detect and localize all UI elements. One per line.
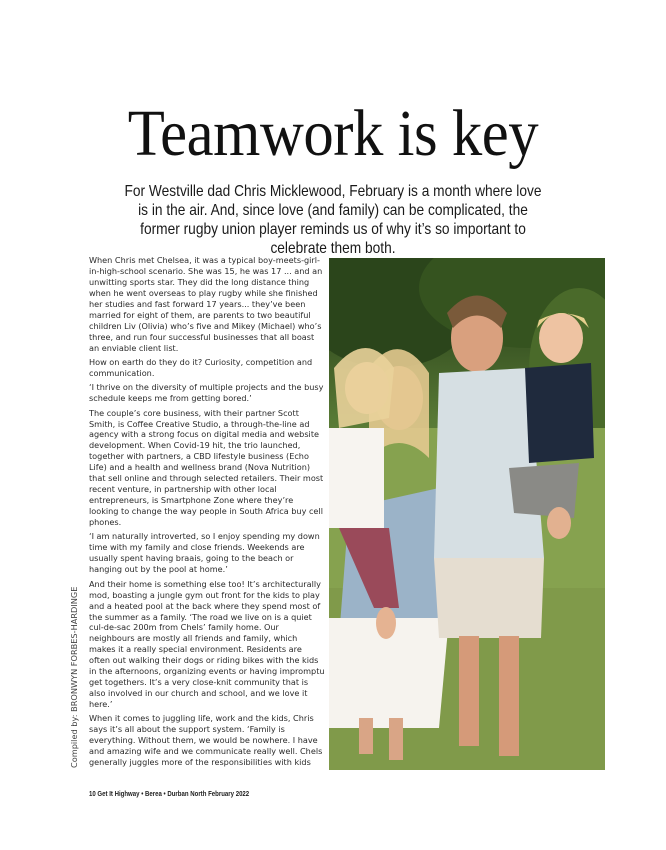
page-footer: 10 Get It Highway • Berea • Durban North February 2022: [89, 789, 250, 798]
family-photo: [329, 258, 605, 770]
article-body: [89, 255, 325, 772]
byline: Compiled by: BRONWYN FORBES-HARDINGE: [69, 586, 79, 768]
paragraph: When Chris met Chelsea, it was a typical boy-meets-girl-in-high-school scenario. She was 15, he was 17 ... and an unwitting sports star. They did the long distance thing when he went overseas to play rugby while she finished her studies and fast forward 17 years... they’ve been married for eight of them, are parents to two beautiful children Liv (Olivia) who’s five and Mikey (Michael) who’s three, and run four successful businesses that all boast an enviable client list.: [89, 255, 323, 353]
paragraph: How on earth do they do it? Curiosity, competition and communication.: [89, 356, 313, 378]
standfirst: For Westville dad Chris Micklewood, February is a month where love is in the air. And, since love (and family) can be complicated, the former rugby union player reminds us of why it’s so important to celebrate them both.: [124, 183, 542, 257]
headline: Teamwork is key: [127, 97, 539, 170]
paragraph: The couple’s core business, with their partner Scott Smith, is Coffee Creative Studio, a through-the-line ad agency with a strong focus on digital media and website development. When Covid-19 hit, the trio launched, together with partners, a CBD lifestyle business (Echo Life) and a health and wellness brand (Nova Nutrition) that sell online and through selected retailers. Their most recent venture, in partnership with other local entrepreneurs, is Smartphone Zone where they’re looking to change the way people in South Africa buy cell phones.: [89, 407, 324, 528]
pull-quote: ‘I am naturally introverted, so I enjoy spending my down time with my family and close friends. Weekends are usually spent having braais, going to the beach or hanging out by the pool at home.’: [89, 531, 320, 575]
paragraph: When it comes to juggling life, work and the kids, Chris says it’s all about the support system. ‘Family is everything. Without them, we would be nowhere. I have and amazing wife and we communicate really well. Chels generally juggles more of the responsibilities with kids: [89, 713, 323, 768]
photo-illustration: [329, 258, 605, 770]
pull-quote: ‘I thrive on the diversity of multiple projects and the busy schedule keeps me from getting bored.’: [89, 382, 324, 404]
paragraph: And their home is something else too! It’s architecturally mod, boasting a jungle gym out front for the kids to play and a heated pool at the back where they spend most of the summer as a family. ‘The road we live on is a quiet cul-de-sac 200m from Chels’ family home. Our neighbours are mostly all friends and family, which makes it a really special environment. Residents are often out walking their dogs or riding bikes with the kids in the afternoons, organizing events or having impromptu get togethers. It’s a very close-knit community that is also involved in our church and school, and we love it here.’: [89, 578, 325, 710]
